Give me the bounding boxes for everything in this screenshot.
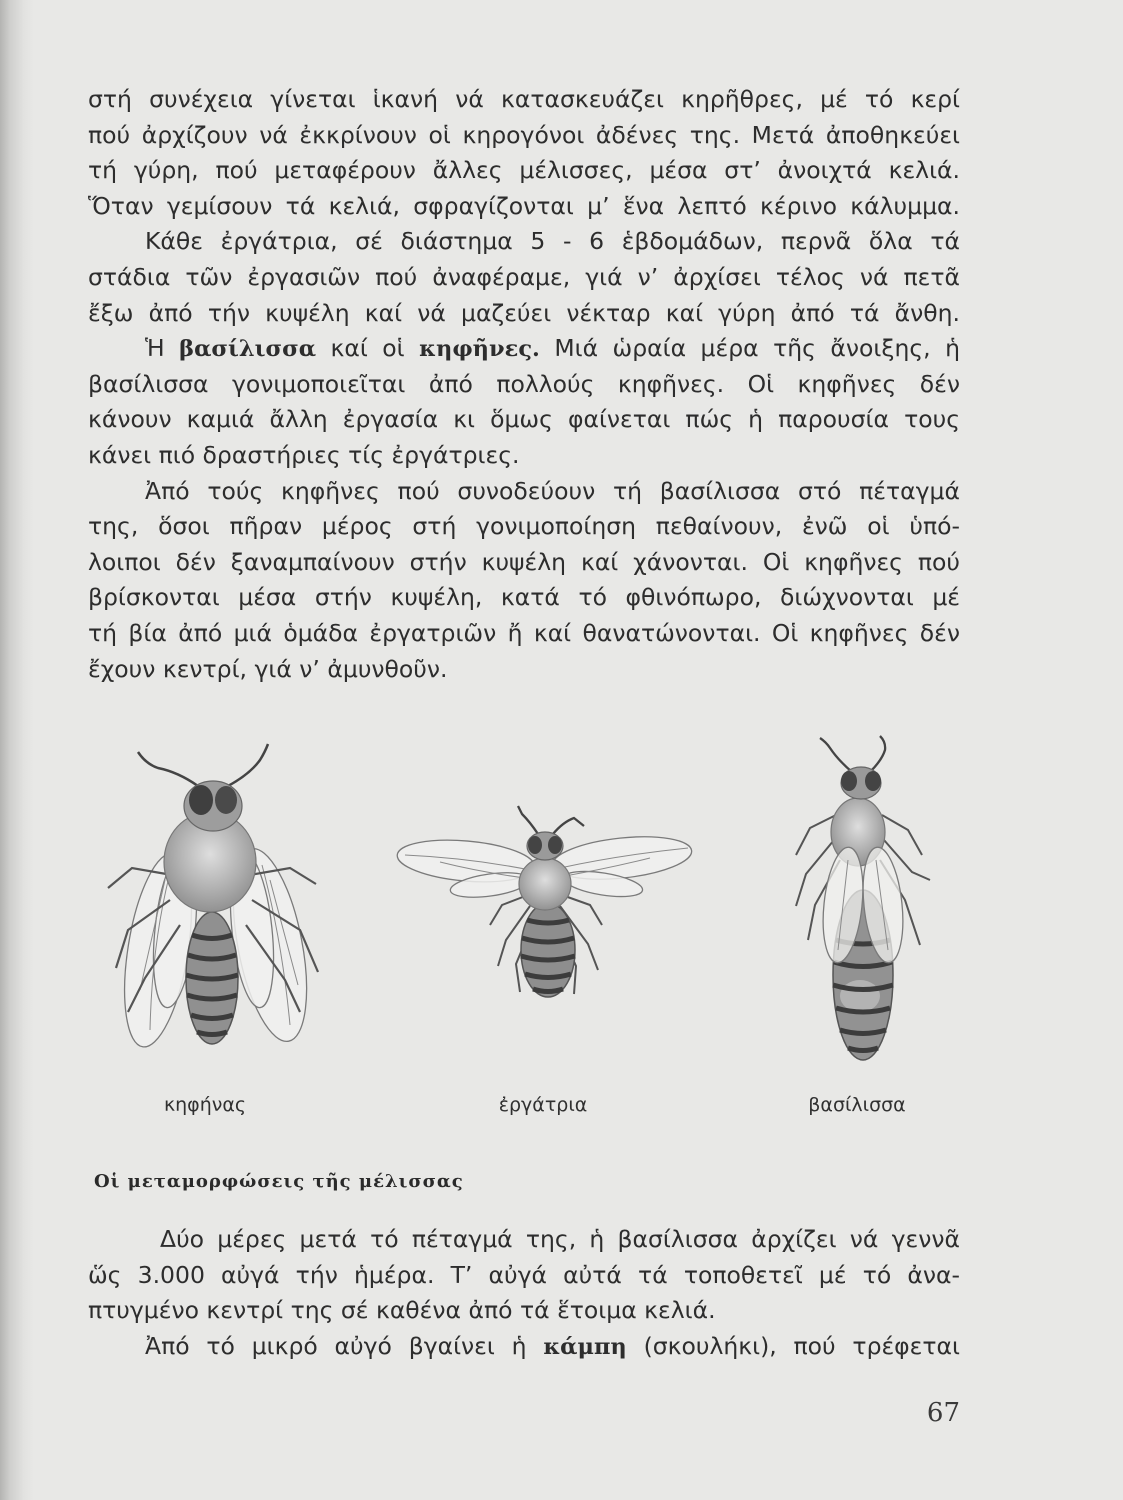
body-text-upper bbox=[88, 82, 960, 687]
text-line: Δύο μέρες μετά τό πέταγμά της, ἡ βασίλισσα ἀρχίζει νά γεννᾶ bbox=[160, 1225, 960, 1253]
section-heading: Οἱ μεταμορφώσεις τῆς μέλισσας bbox=[94, 1171, 464, 1192]
worker-eye-left bbox=[528, 836, 542, 854]
text-run: Ἀπό τό μικρό αὐγό βγαίνει ἡ bbox=[145, 1331, 544, 1360]
queen-illustration bbox=[796, 736, 930, 1060]
worker-antennae bbox=[518, 806, 584, 834]
text-line: ἔχουν κεντρί, γιά ν’ ἀμυνθοῦν. bbox=[88, 654, 448, 683]
text-run: Ἡ bbox=[145, 334, 180, 363]
text-line: τή βία ἀπό μιά ὁμάδα ἐργατριῶν ἤ καί θανατώνονται. Οἱ κηφῆνες δέν bbox=[88, 618, 960, 647]
text-line: τή γύρη, πού μεταφέρουν ἄλλες μέλισσες, μέσα στ’ ἀνοιχτά κελιά. bbox=[88, 156, 960, 185]
page-number: 67 bbox=[926, 1398, 960, 1428]
text-line bbox=[88, 1329, 960, 1365]
term-larva: κάμπη bbox=[543, 1333, 627, 1360]
text-line: βρίσκονται μέσα στήν κυψέλη, κατά τό φθινόπωρο, διώχνονται μέ bbox=[88, 583, 960, 612]
text-run: Μιά ὡραία μέρα τῆς ἄνοιξης, ἡ bbox=[539, 334, 960, 363]
text-line: πού ἀρχίζουν νά ἐκκρίνουν οἱ κηρογόνοι ἀδένες της. Μετά ἀποθηκεύει bbox=[88, 120, 960, 149]
term-drones: κηφῆνες. bbox=[419, 336, 540, 363]
page-binding-shadow bbox=[0, 0, 34, 1500]
text-line: ὥς 3.000 αὐγά τήν ἡμέρα. Τ’ αὐγά αὐτά τά τοποθετεῖ μέ τό ἀνα- bbox=[88, 1260, 960, 1289]
worker-eye-right bbox=[548, 836, 562, 854]
text-line: της, ὅσοι πῆραν μέρος στή γονιμοποίηση πεθαίνουν, ἐνῶ οἱ ὑπό- bbox=[88, 512, 960, 541]
bee-illustrations bbox=[90, 730, 960, 1075]
text-line: ἔξω ἀπό τήν κυψέλη καί νά μαζεύει νέκταρ καί γύρη ἀπό τά ἄνθη. bbox=[88, 298, 960, 327]
text-line: στάδια τῶν ἐργασιῶν πού ἀναφέραμε, γιά ν’ ἀρχίσει τέλος νά πετᾶ bbox=[88, 262, 960, 291]
queen-eye-left bbox=[841, 771, 857, 791]
caption-worker: ἐργάτρια bbox=[498, 1094, 588, 1116]
text-run: καί οἱ bbox=[316, 334, 420, 363]
text-line: πτυγμένο κεντρί της σέ καθένα ἀπό τά ἕτοιμα κελιά. bbox=[88, 1296, 716, 1325]
text-line: κάνουν καμιά ἄλλη ἐργασία κι ὅμως φαίνεται πώς ἡ παρουσία τους bbox=[88, 405, 960, 434]
text-line: Ἀπό τούς κηφῆνες πού συνοδεύουν τή βασίλισσα στό πέταγμά bbox=[145, 476, 960, 505]
worker-abdomen bbox=[521, 903, 575, 997]
queen-antennae bbox=[820, 736, 885, 772]
caption-drone: κηφήνας bbox=[163, 1094, 247, 1116]
text-line: λοιποι δέν ξαναμπαίνουν στήν κυψέλη καί χάνονται. Οἱ κηφῆνες πού bbox=[88, 547, 960, 576]
text-line: στή συνέχεια γίνεται ἱκανή νά κατασκευάζει κηρῆθρες, μέ τό κερί bbox=[88, 85, 960, 113]
drone-illustration bbox=[108, 744, 320, 1051]
text-line: Ὅταν γεμίσουν τά κελιά, σφραγίζονται μ’ ἕνα λεπτό κέρινο κάλυμμα. bbox=[88, 191, 960, 220]
term-queen: βασίλισσα bbox=[179, 336, 317, 363]
text-line: κάνει πιό δραστήριες τίς ἐργάτριες. bbox=[88, 440, 520, 469]
drone-eye-left bbox=[189, 785, 213, 815]
text-line: Κάθε ἐργάτρια, σέ διάστημα 5 - 6 ἑβδομάδων, περνᾶ ὅλα τά bbox=[145, 227, 960, 256]
worker-illustration bbox=[396, 806, 694, 997]
text-run: (σκουλήκι), πού τρέφεται bbox=[626, 1331, 960, 1360]
drone-antennae bbox=[138, 744, 268, 786]
drone-eye-right bbox=[215, 786, 237, 814]
caption-queen: βασίλισσα bbox=[808, 1094, 906, 1116]
text-line: βασίλισσα γονιμοποιεῖται ἀπό πολλούς κηφῆνες. Οἱ κηφῆνες δέν bbox=[88, 369, 960, 398]
worker-thorax bbox=[519, 858, 571, 910]
body-text-lower bbox=[88, 1222, 960, 1364]
text-line bbox=[88, 331, 960, 367]
queen-eye-right bbox=[865, 771, 881, 791]
queen-abdomen-highlight bbox=[840, 980, 880, 1012]
